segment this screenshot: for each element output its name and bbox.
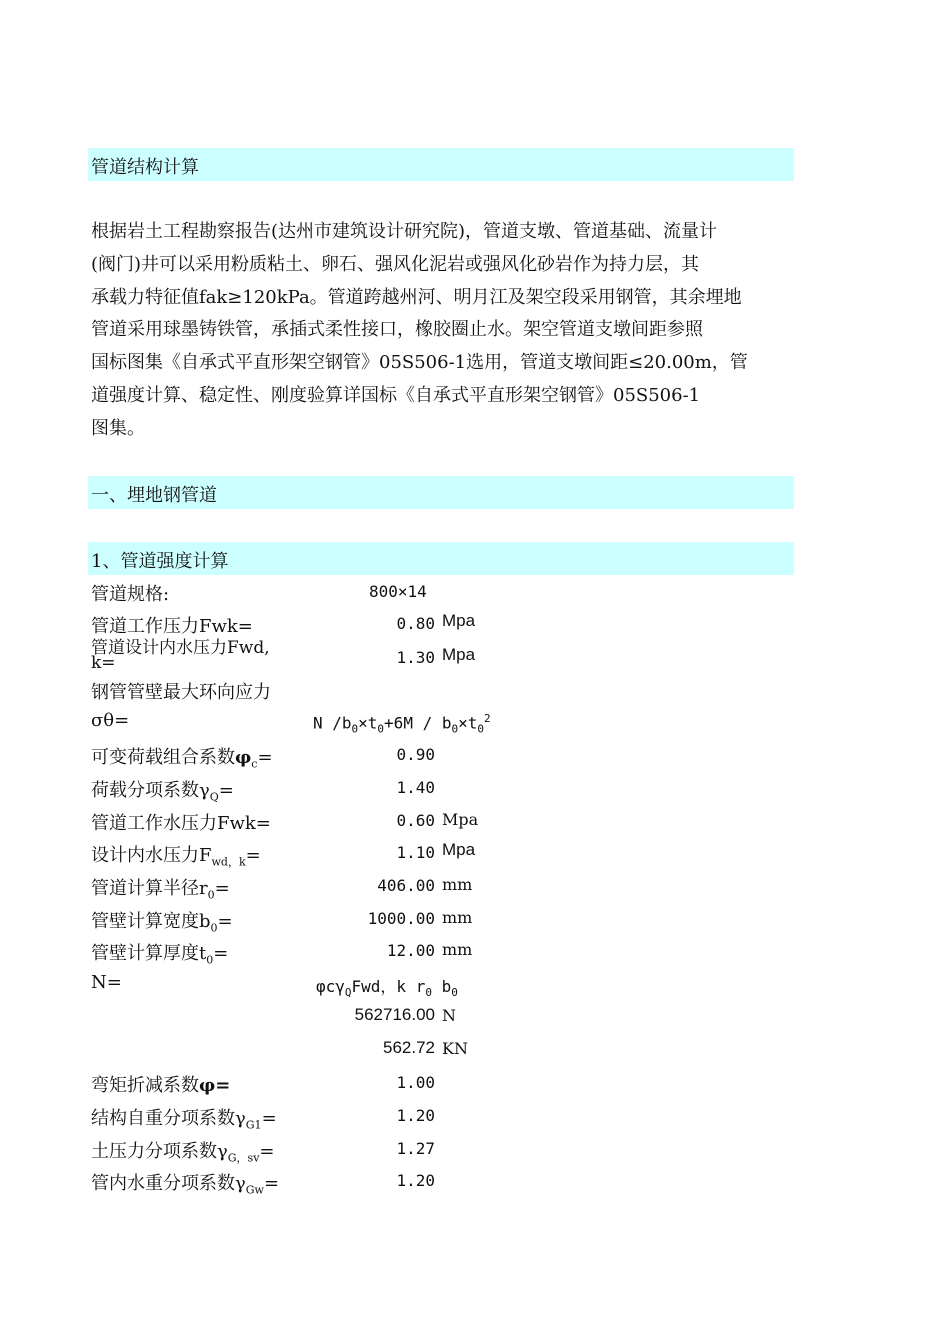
intro-line: 图集。 [91,417,145,439]
section-header-strength-calc [88,542,794,575]
section-title: 管道结构计算 [91,157,199,178]
row-gamma-q [0,772,950,804]
label: 可变荷载组合系数$\varphi_c=$ [91,747,273,771]
label-line: k= [91,653,116,673]
unit: Mpa [442,840,476,859]
row-n-formula [0,968,950,1000]
label [91,638,270,673]
row-n-kn [0,1034,950,1066]
row-n-value [0,1001,950,1033]
value: 1.27 [396,1139,435,1158]
row-phi [0,1067,950,1099]
row-sigma-formula [0,706,950,738]
label: 弯矩折减系数φ= [91,1075,231,1096]
intro-line: 国标图集《自承式平直形架空钢管》05S506-1选用，管道支墩间距≤20.00m，管 [91,352,748,374]
unit: N [442,1006,456,1025]
label: 钢管管壁最大环向应力 [91,682,271,703]
row-fwd [0,837,950,869]
label: 管壁计算厚度$t_0=$ [91,943,229,967]
section-title: 一、埋地钢管道 [91,485,217,506]
row-gamma-gsv [0,1133,950,1165]
intro-line: 管道采用球墨铸铁管，承插式柔性接口，橡胶圈止水。架空管道支墩间距参照 [91,319,703,341]
value: 406.00 [377,876,435,895]
formula: N $/b_0\times t_0+6M / b_0\times t_0^2$ [313,712,491,736]
formula: φcγ$_Q$Fwd，k $r_0$ $b_0$ [316,977,458,1000]
row-gamma-g1 [0,1100,950,1132]
intro-line: (阀门)井可以采用粉质粘土、卵石、强风化泥岩或强风化砂岩作为持力层，其 [91,253,700,275]
value: 0.60 [396,811,435,830]
unit: mm [442,875,473,894]
label: 管道工作水压力Fwk= [91,813,271,834]
value: 1000.00 [367,909,435,928]
section-header-structure [88,148,794,181]
unit: Mpa [442,810,479,829]
row-hoop-stress [0,674,950,706]
label: 结构自重分项系数$\gamma_{G1}=$ [91,1108,277,1132]
label: 设计内水压力$F_{wd,k}=$ [91,845,261,869]
value: 12.00 [386,941,435,960]
row-t0 [0,935,950,967]
label: 管内水重分项系数$\gamma_{Gw}=$ [91,1173,280,1197]
value: 1.20 [396,1171,435,1190]
section-title: 1、管道强度计算 [91,551,229,572]
value: 562716.00 [354,1005,435,1024]
label: 土压力分项系数$\gamma_{G,sv}=$ [91,1141,275,1165]
value: 1.10 [396,843,435,862]
value: 1.30 [396,648,435,667]
value: 0.80 [396,614,435,633]
row-fwk [0,805,950,837]
label: N= [91,972,122,993]
value: 1.00 [396,1073,435,1092]
row-b0 [0,903,950,935]
unit: mm [442,908,473,927]
label: 管道工作压力Fwk= [91,616,253,637]
row-r0 [0,870,950,902]
value: 1.40 [396,778,435,797]
value: 0.90 [396,745,435,764]
intro-paragraph [91,216,791,446]
unit: Mpa [442,611,476,630]
value: 1.20 [396,1106,435,1125]
unit: KN [442,1039,468,1058]
row-phi-c [0,739,950,771]
intro-line: 根据岩土工程勘察报告(达州市建筑设计研究院)，管道支墩、管道基础、流量计 [91,221,718,242]
value: 800×14 [369,582,427,601]
intro-line: 道强度计算、稳定性、刚度验算详国标《自承式平直形架空钢管》05S506-1 [91,384,701,406]
value: 562.72 [383,1038,435,1057]
unit: mm [442,940,473,959]
intro-line: 承载力特征值fak≥120kPa。管道跨越州河、明月江及架空段采用钢管，其余埋地 [91,286,742,308]
label: 管道计算半径$r_0=$ [91,878,230,902]
label: 荷载分项系数$\gamma_Q=$ [91,780,234,804]
label-line: 管道设计内水压力Fwd, [91,638,270,658]
label: σθ= [91,710,130,731]
row-pipe-spec [0,576,950,608]
label: 管壁计算宽度$b_0=$ [91,911,233,935]
row-work-pressure [0,608,950,640]
section-header-buried-steel-pipe [88,476,794,509]
unit: Mpa [442,645,476,664]
row-design-pressure [0,640,950,672]
label: 管道规格: [91,584,170,605]
row-gamma-gw [0,1165,950,1197]
